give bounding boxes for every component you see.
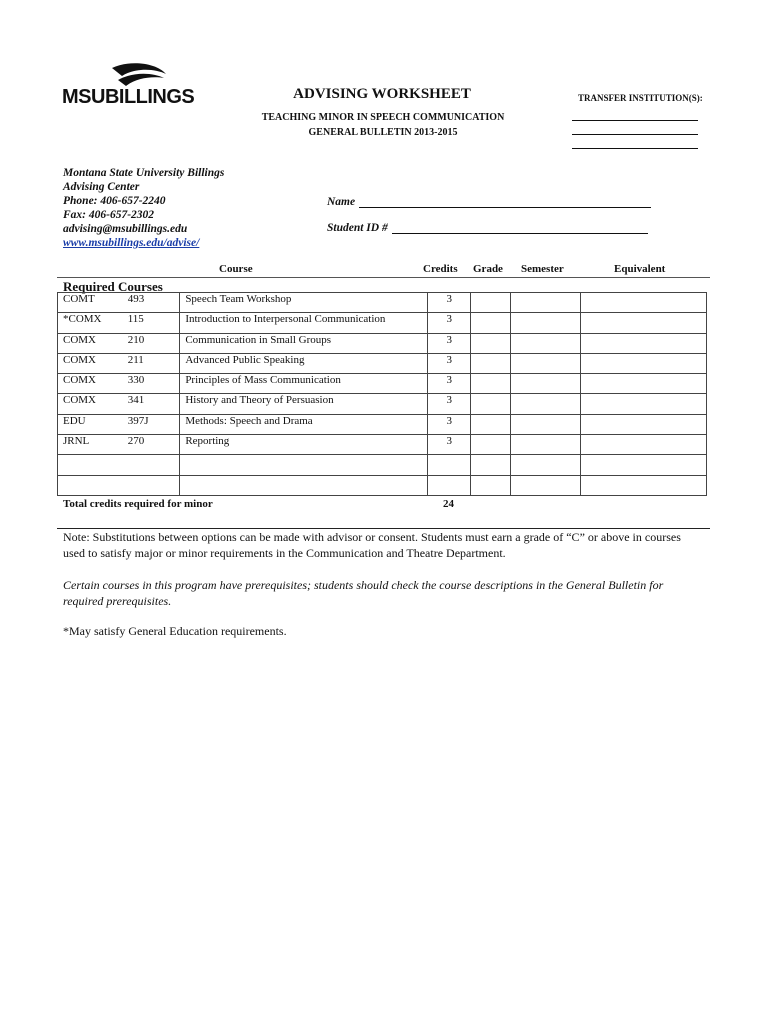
- course-credits: [427, 475, 470, 495]
- course-title: Speech Team Workshop: [180, 293, 428, 313]
- course-dept: [58, 475, 123, 495]
- name-label: Name: [327, 196, 356, 208]
- semester-cell[interactable]: [510, 414, 580, 434]
- course-credits: 3: [427, 333, 470, 353]
- transfer-institution-field-2[interactable]: [572, 134, 698, 135]
- course-number: 397J: [123, 414, 180, 434]
- course-title: Principles of Mass Communication: [180, 374, 428, 394]
- page-title: ADVISING WORKSHEET: [293, 86, 471, 102]
- required-courses-label: Required Courses: [63, 279, 163, 294]
- notes-divider: [57, 528, 710, 529]
- semester-cell[interactable]: [510, 293, 580, 313]
- course-dept: *COMX: [58, 313, 123, 333]
- course-title: [180, 475, 428, 495]
- student-id-label: Student ID #: [327, 222, 388, 234]
- grade-cell[interactable]: [471, 374, 510, 394]
- logo-text: MSUBILLINGS: [62, 86, 195, 108]
- equivalent-cell[interactable]: [580, 333, 706, 353]
- course-dept: COMX: [58, 353, 123, 373]
- table-row: [58, 313, 707, 333]
- subtitle-bulletin: GENERAL BULLETIN 2013-2015: [308, 127, 458, 138]
- semester-cell[interactable]: [510, 313, 580, 333]
- course-credits: 3: [427, 313, 470, 333]
- semester-cell[interactable]: [510, 353, 580, 373]
- subtitle-program: TEACHING MINOR IN SPEECH COMMUNICATION: [261, 112, 505, 123]
- table-row: [58, 435, 707, 455]
- name-field[interactable]: [327, 196, 651, 208]
- contact-center: Advising Center: [63, 181, 140, 193]
- course-dept: COMT: [58, 293, 123, 313]
- page-subtitle: [240, 110, 526, 140]
- course-number: 330: [123, 374, 180, 394]
- contact-fax: Fax: 406-657-2302: [63, 209, 155, 221]
- course-title: Introduction to Interpersonal Communication: [180, 313, 428, 333]
- table-row: [58, 333, 707, 353]
- equivalent-cell[interactable]: [580, 374, 706, 394]
- substitution-note: Note: Substitutions between options can be made with advisor or consent. Students must earn a grade of “C” or above in courses used to satisfy major or minor requirements in the Communication and Theatre Department.: [63, 530, 681, 560]
- contact-email: advising@msubillings.edu: [63, 223, 188, 235]
- course-dept: COMX: [58, 333, 123, 353]
- equivalent-cell[interactable]: [580, 293, 706, 313]
- course-number: [123, 475, 180, 495]
- course-credits: 3: [427, 414, 470, 434]
- course-title: Methods: Speech and Drama: [180, 414, 428, 434]
- total-credits-label: Total credits required for minor: [63, 498, 213, 510]
- table-row: [58, 455, 707, 475]
- semester-cell[interactable]: [510, 455, 580, 475]
- grade-cell[interactable]: [471, 353, 510, 373]
- equivalent-cell[interactable]: [580, 455, 706, 475]
- course-credits: 3: [427, 435, 470, 455]
- course-title: Reporting: [180, 435, 428, 455]
- semester-cell[interactable]: [510, 333, 580, 353]
- contact-phone: Phone: 406-657-2240: [63, 195, 166, 207]
- course-title: [180, 455, 428, 475]
- grade-cell[interactable]: [471, 394, 510, 414]
- equivalent-cell[interactable]: [580, 394, 706, 414]
- table-row: [58, 394, 707, 414]
- course-title: History and Theory of Persuasion: [180, 394, 428, 414]
- grade-cell[interactable]: [471, 455, 510, 475]
- course-number: 210: [123, 333, 180, 353]
- course-number: 493: [123, 293, 180, 313]
- table-row: [58, 374, 707, 394]
- equivalent-cell[interactable]: [580, 313, 706, 333]
- student-id-field[interactable]: [327, 222, 648, 234]
- header-course: Course: [219, 263, 253, 275]
- header-equivalent: Equivalent: [614, 263, 666, 275]
- transfer-institution-label: TRANSFER INSTITUTION(S):: [578, 93, 703, 103]
- course-credits: 3: [427, 353, 470, 373]
- semester-cell[interactable]: [510, 394, 580, 414]
- course-title: Advanced Public Speaking: [180, 353, 428, 373]
- equivalent-cell[interactable]: [580, 353, 706, 373]
- student-id-input-line[interactable]: [392, 222, 648, 234]
- course-credits: [427, 455, 470, 475]
- header-divider: [57, 277, 710, 278]
- course-credits: 3: [427, 374, 470, 394]
- course-dept: COMX: [58, 394, 123, 414]
- course-dept: EDU: [58, 414, 123, 434]
- grade-cell[interactable]: [471, 475, 510, 495]
- course-dept: JRNL: [58, 435, 123, 455]
- header-grade: Grade: [473, 263, 503, 275]
- transfer-institution-field-1[interactable]: [572, 120, 698, 121]
- table-row: [58, 414, 707, 434]
- prerequisite-note: Certain courses in this program have prerequisites; students should check the course descriptions in the General Bulletin for required prerequisites.: [63, 578, 664, 608]
- transfer-institution-field-3[interactable]: [572, 148, 698, 149]
- course-number: 211: [123, 353, 180, 373]
- courses-table: [57, 292, 707, 496]
- course-number: [123, 455, 180, 475]
- equivalent-cell[interactable]: [580, 414, 706, 434]
- gen-ed-note: *May satisfy General Education requirements.: [63, 624, 287, 638]
- course-number: 341: [123, 394, 180, 414]
- course-credits: 3: [427, 394, 470, 414]
- semester-cell[interactable]: [510, 435, 580, 455]
- semester-cell[interactable]: [510, 475, 580, 495]
- header-credits: Credits: [423, 263, 458, 275]
- equivalent-cell[interactable]: [580, 435, 706, 455]
- msu-billings-logo: [62, 62, 212, 112]
- semester-cell[interactable]: [510, 374, 580, 394]
- contact-website-link[interactable]: www.msubillings.edu/advise/: [63, 237, 200, 249]
- course-credits: 3: [427, 293, 470, 313]
- grade-cell[interactable]: [471, 313, 510, 333]
- name-input-line[interactable]: [359, 196, 651, 208]
- course-number: 270: [123, 435, 180, 455]
- course-title: Communication in Small Groups: [180, 333, 428, 353]
- header-semester: Semester: [521, 263, 564, 275]
- table-row: [58, 475, 707, 495]
- total-credits-value: 24: [443, 498, 454, 510]
- table-row: [58, 353, 707, 373]
- course-number: 115: [123, 313, 180, 333]
- table-row: [58, 293, 707, 313]
- course-dept: [58, 455, 123, 475]
- course-dept: COMX: [58, 374, 123, 394]
- grade-cell[interactable]: [471, 333, 510, 353]
- grade-cell[interactable]: [471, 414, 510, 434]
- equivalent-cell[interactable]: [580, 475, 706, 495]
- advising-contact: [63, 166, 224, 250]
- contact-university: Montana State University Billings: [63, 167, 225, 179]
- grade-cell[interactable]: [471, 293, 510, 313]
- grade-cell[interactable]: [471, 435, 510, 455]
